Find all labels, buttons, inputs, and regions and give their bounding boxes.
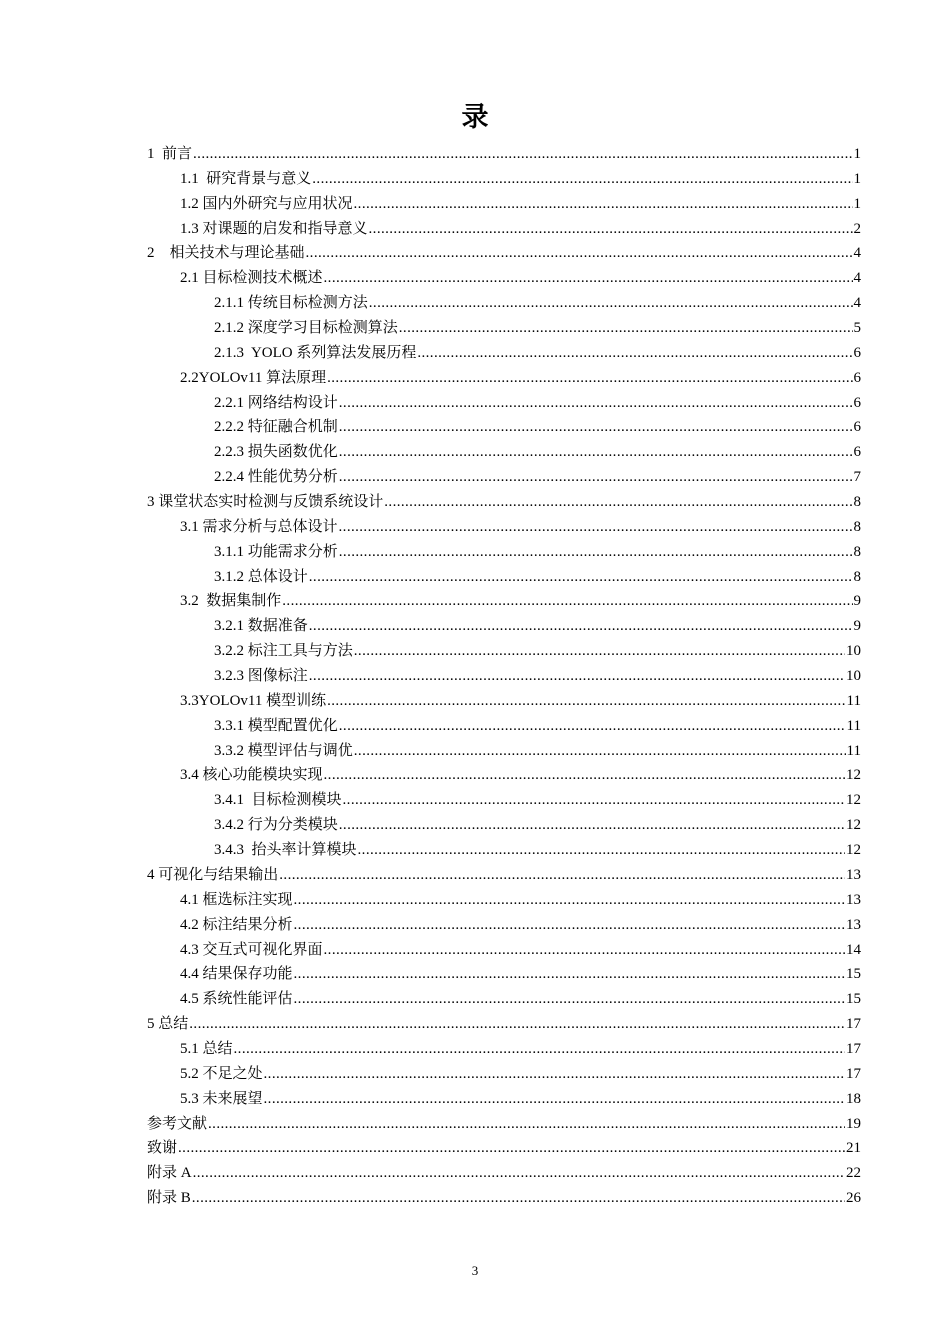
toc-leader-dots bbox=[178, 1136, 845, 1161]
toc-entry[interactable] bbox=[147, 515, 861, 540]
toc-leader-dots bbox=[339, 391, 853, 416]
toc-leader-dots bbox=[324, 763, 845, 788]
toc-leader-dots bbox=[309, 614, 853, 639]
toc-entry-label: 3.4 核心功能模块实现 bbox=[180, 767, 323, 784]
toc-entry[interactable] bbox=[147, 888, 861, 913]
toc-leader-dots bbox=[339, 540, 853, 565]
toc-entry[interactable] bbox=[147, 1037, 861, 1062]
toc-entry-page: 26 bbox=[846, 1190, 861, 1207]
toc-leader-dots bbox=[354, 739, 846, 764]
toc-entry-page: 1 bbox=[853, 195, 861, 212]
toc-entry-label: 5.3 未来展望 bbox=[180, 1090, 263, 1107]
toc-entry-label: 3.1.1 功能需求分析 bbox=[214, 543, 338, 560]
toc-entry-page: 6 bbox=[853, 344, 861, 361]
toc-entry[interactable] bbox=[147, 788, 861, 813]
toc-leader-dots bbox=[192, 1186, 845, 1211]
toc-entry-page: 15 bbox=[846, 966, 861, 983]
toc-entry[interactable] bbox=[147, 913, 861, 938]
toc-entry-page: 7 bbox=[853, 469, 861, 486]
toc-entry-label: 3.3.1 模型配置优化 bbox=[214, 717, 338, 734]
toc-entry-page: 4 bbox=[853, 245, 861, 262]
toc-entry-label: 2 相关技术与理论基础 bbox=[147, 245, 305, 262]
toc-entry[interactable] bbox=[147, 1161, 861, 1186]
toc-leader-dots bbox=[324, 938, 845, 963]
toc-entry-label: 3 课堂状态实时检测与反馈系统设计 bbox=[147, 494, 384, 511]
toc-leader-dots bbox=[234, 1037, 845, 1062]
toc-entry-page: 5 bbox=[853, 320, 861, 337]
toc-entry-page: 8 bbox=[853, 494, 861, 511]
toc-entry-label: 3.4.1 目标检测模块 bbox=[214, 792, 342, 809]
toc-leader-dots bbox=[282, 589, 852, 614]
toc-leader-dots bbox=[324, 266, 853, 291]
toc-entry-page: 12 bbox=[846, 767, 861, 784]
toc-entry-label: 1 前言 bbox=[147, 146, 193, 162]
toc-entry-page: 6 bbox=[853, 394, 861, 411]
toc-entry[interactable] bbox=[147, 167, 861, 192]
toc-entry-page: 6 bbox=[853, 369, 861, 386]
toc-entry-label: 3.2.3 图像标注 bbox=[214, 668, 308, 685]
toc-entry-label: 2.2YOLOv11 算法原理 bbox=[180, 369, 327, 386]
toc-leader-dots bbox=[339, 515, 853, 540]
toc-entry[interactable] bbox=[147, 639, 861, 664]
toc-entry-label: 3.1.2 总体设计 bbox=[214, 568, 308, 585]
toc-entry-label: 2.1 目标检测技术概述 bbox=[180, 270, 323, 287]
toc-entry-page: 13 bbox=[846, 891, 861, 908]
toc-entry[interactable] bbox=[147, 1112, 861, 1137]
toc-entry-label: 附录 B bbox=[147, 1190, 191, 1207]
toc-entry-page: 4 bbox=[853, 270, 861, 287]
toc-entry-label: 4.3 交互式可视化界面 bbox=[180, 941, 323, 958]
toc-entry[interactable] bbox=[147, 714, 861, 739]
toc-leader-dots bbox=[294, 913, 845, 938]
toc-entry[interactable] bbox=[147, 341, 861, 366]
toc-entry-label: 2.2.3 损失函数优化 bbox=[214, 444, 338, 461]
toc-entry[interactable] bbox=[147, 1136, 861, 1161]
toc-leader-dots bbox=[339, 813, 845, 838]
toc-entry-page: 6 bbox=[853, 444, 861, 461]
toc-entry[interactable] bbox=[147, 813, 861, 838]
toc-entry-page: 17 bbox=[846, 1065, 861, 1082]
toc-title: 录 bbox=[461, 102, 489, 133]
toc-entry-label: 2.1.2 深度学习目标检测算法 bbox=[214, 320, 398, 337]
toc-entry-label: 致谢 bbox=[147, 1140, 178, 1157]
toc-entry-label: 2.2.2 特征融合机制 bbox=[214, 419, 338, 436]
toc-entry[interactable] bbox=[147, 938, 861, 963]
toc-entry-page: 8 bbox=[853, 568, 861, 585]
toc-leader-dots bbox=[369, 291, 853, 316]
toc-leader-dots bbox=[309, 565, 853, 590]
toc-entry-label: 1.2 国内外研究与应用状况 bbox=[180, 195, 353, 212]
toc-entry-label: 2.2.4 性能优势分析 bbox=[214, 469, 338, 486]
toc-entry-label: 3.2 数据集制作 bbox=[180, 593, 282, 610]
toc-entry-page: 9 bbox=[853, 593, 861, 610]
toc-entry-label: 5.2 不足之处 bbox=[180, 1065, 263, 1082]
toc-entry[interactable] bbox=[147, 291, 861, 316]
toc-entry-page: 6 bbox=[853, 419, 861, 436]
toc-leader-dots bbox=[339, 440, 853, 465]
toc-entry-label: 4.5 系统性能评估 bbox=[180, 991, 293, 1008]
toc-entry-page: 15 bbox=[846, 991, 861, 1008]
toc-entry-page: 14 bbox=[846, 941, 861, 958]
toc-entry[interactable] bbox=[147, 565, 861, 590]
toc-entry-page: 12 bbox=[846, 792, 861, 809]
toc-entry-page: 17 bbox=[846, 1040, 861, 1057]
toc-leader-dots bbox=[339, 415, 853, 440]
toc-entry-label: 3.4.2 行为分类模块 bbox=[214, 817, 338, 834]
toc-leader-dots bbox=[343, 788, 845, 813]
toc-leader-dots bbox=[369, 217, 853, 242]
toc-entry-label: 4.4 结果保存功能 bbox=[180, 966, 293, 983]
toc-entry-label: 3.3.2 模型评估与调优 bbox=[214, 742, 353, 759]
toc-entry[interactable] bbox=[147, 391, 861, 416]
toc-entry-page: 21 bbox=[846, 1140, 861, 1157]
toc-entry[interactable] bbox=[147, 266, 861, 291]
toc-entry-label: 1.3 对课题的启发和指导意义 bbox=[180, 220, 368, 237]
toc-leader-dots bbox=[193, 142, 852, 167]
toc-entry-page: 11 bbox=[846, 717, 861, 734]
toc-leader-dots bbox=[354, 192, 853, 217]
toc-entry-page: 8 bbox=[853, 518, 861, 535]
toc-leader-dots bbox=[417, 341, 852, 366]
toc-leader-dots bbox=[354, 639, 845, 664]
toc-entry[interactable] bbox=[147, 465, 861, 490]
toc-entry[interactable] bbox=[147, 1062, 861, 1087]
toc-entry-page: 19 bbox=[846, 1115, 861, 1132]
toc-entry-label: 参考文献 bbox=[147, 1115, 208, 1132]
toc-leader-dots bbox=[294, 888, 845, 913]
toc-entry-page: 18 bbox=[846, 1090, 861, 1107]
toc-entry[interactable] bbox=[147, 1186, 861, 1211]
toc-entry[interactable] bbox=[147, 614, 861, 639]
toc-entry-label: 3.4.3 抬头率计算模块 bbox=[214, 842, 357, 859]
toc-leader-dots bbox=[339, 465, 853, 490]
toc-entry[interactable] bbox=[147, 366, 861, 391]
toc-entry-page: 9 bbox=[853, 618, 861, 635]
toc-entry[interactable] bbox=[147, 316, 861, 341]
toc-entry[interactable] bbox=[147, 1087, 861, 1112]
toc-entry-page: 12 bbox=[846, 842, 861, 859]
toc-entry-label: 5.1 总结 bbox=[180, 1040, 233, 1057]
toc-entry[interactable] bbox=[147, 763, 861, 788]
page-number: 3 bbox=[471, 1263, 479, 1278]
toc-entry-page: 4 bbox=[853, 295, 861, 312]
toc-leader-dots bbox=[312, 167, 852, 192]
toc-leader-dots bbox=[264, 1087, 845, 1112]
toc-entry-page: 10 bbox=[846, 643, 861, 660]
toc-entry-page: 11 bbox=[846, 692, 861, 709]
toc-leader-dots bbox=[294, 962, 845, 987]
toc-entry-label: 3.2.2 标注工具与方法 bbox=[214, 643, 353, 660]
toc-entry-label: 2.2.1 网络结构设计 bbox=[214, 394, 338, 411]
toc-entry[interactable] bbox=[147, 863, 861, 888]
toc-entry[interactable] bbox=[147, 217, 861, 242]
toc-entry-page: 2 bbox=[853, 220, 861, 237]
toc-entry-label: 附录 A bbox=[147, 1165, 192, 1182]
toc-entry[interactable] bbox=[147, 241, 861, 266]
toc-entry[interactable] bbox=[147, 739, 861, 764]
toc-entry-label: 2.1.1 传统目标检测方法 bbox=[214, 295, 368, 312]
toc-entry-label: 2.1.3 YOLO 系列算法发展历程 bbox=[214, 344, 417, 361]
toc-entry[interactable] bbox=[147, 987, 861, 1012]
toc-leader-dots bbox=[399, 316, 853, 341]
toc-leader-dots bbox=[279, 863, 845, 888]
toc-entry[interactable] bbox=[147, 689, 861, 714]
toc-entry[interactable] bbox=[147, 962, 861, 987]
toc-entry[interactable] bbox=[147, 192, 861, 217]
toc-entry-label: 3.2.1 数据准备 bbox=[214, 618, 308, 635]
toc-entry-label: 3.3YOLOv11 模型训练 bbox=[180, 692, 327, 709]
toc-entry-page: 10 bbox=[846, 668, 861, 685]
toc-entry-page: 1 bbox=[853, 146, 861, 162]
toc-entry[interactable] bbox=[147, 415, 861, 440]
toc-leader-dots bbox=[358, 838, 845, 863]
toc-entry-label: 1.1 研究背景与意义 bbox=[180, 170, 312, 187]
toc-entry[interactable] bbox=[147, 589, 861, 614]
toc-leader-dots bbox=[306, 241, 853, 266]
toc-entry-page: 22 bbox=[846, 1165, 861, 1182]
toc-leader-dots bbox=[327, 689, 845, 714]
toc-entry[interactable] bbox=[147, 1012, 861, 1037]
toc-entry-label: 4.1 框选标注实现 bbox=[180, 891, 293, 908]
toc-entry-page: 13 bbox=[846, 866, 861, 883]
toc-entry-page: 17 bbox=[846, 1016, 861, 1033]
toc-entry-label: 5 总结 bbox=[147, 1016, 189, 1033]
toc-leader-dots bbox=[294, 987, 845, 1012]
toc-entry[interactable] bbox=[147, 540, 861, 565]
toc-entry[interactable] bbox=[147, 490, 861, 515]
toc-leader-dots bbox=[189, 1012, 845, 1037]
toc-entry-page: 8 bbox=[853, 543, 861, 560]
toc-entry-page: 13 bbox=[846, 916, 861, 933]
toc-leader-dots bbox=[339, 714, 846, 739]
toc-entry[interactable] bbox=[147, 838, 861, 863]
toc-leader-dots bbox=[384, 490, 852, 515]
toc-leader-dots bbox=[264, 1062, 845, 1087]
toc-leader-dots bbox=[208, 1112, 845, 1137]
toc-entry-page: 12 bbox=[846, 817, 861, 834]
toc-entry-label: 4.2 标注结果分析 bbox=[180, 916, 293, 933]
toc-entry-page: 1 bbox=[853, 170, 861, 187]
toc-leader-dots bbox=[193, 1161, 845, 1186]
table-of-contents bbox=[147, 142, 861, 1211]
toc-entry-page: 11 bbox=[846, 742, 861, 759]
toc-entry-label: 3.1 需求分析与总体设计 bbox=[180, 518, 338, 535]
toc-leader-dots bbox=[327, 366, 852, 391]
toc-entry[interactable] bbox=[147, 664, 861, 689]
toc-entry[interactable] bbox=[147, 440, 861, 465]
toc-entry[interactable] bbox=[147, 142, 861, 167]
toc-leader-dots bbox=[309, 664, 845, 689]
toc-entry-label: 4 可视化与结果输出 bbox=[147, 866, 279, 883]
